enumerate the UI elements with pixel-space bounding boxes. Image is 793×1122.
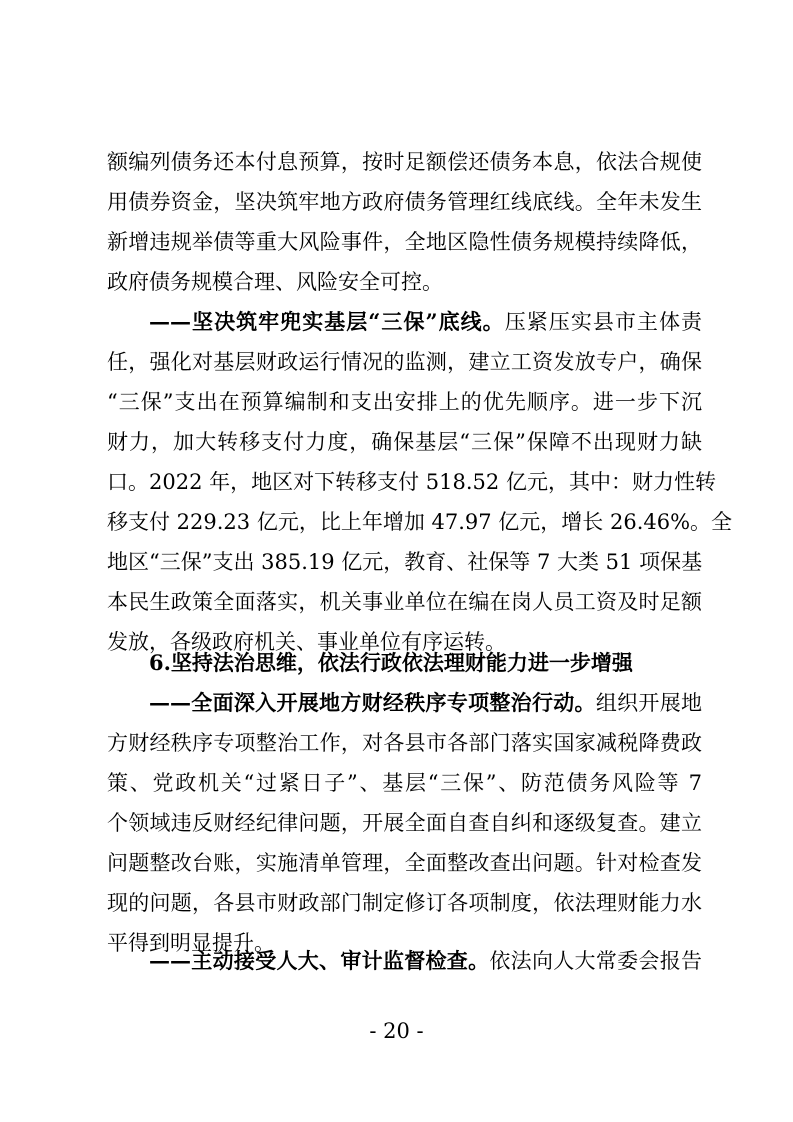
text-line: 用债券资金，坚决筑牢地方政府债务管理红线底线。全年未发生: [107, 190, 702, 214]
text-line: “三保”支出在预算编制和支出安排上的优先顺序。进一步下沉: [107, 390, 702, 414]
text-line: 策、党政机关“过紧日子”、基层“三保”、防范债务风险等 7: [107, 771, 702, 795]
text-line: 发放，各级政府机关、事业单位有序运转。: [107, 630, 506, 654]
text-line: 问题整改台账，实施清单管理，全面整改查出问题。针对检查发: [107, 851, 702, 875]
text-line: 现的问题，各县市财政部门制定修订各项制度，依法理财能力水: [107, 891, 702, 915]
paragraph-first-line: [149, 302, 702, 342]
page-number: - 20 -: [369, 1019, 424, 1043]
paragraph-heading: ——主动接受人大、审计监督检查。: [149, 948, 490, 973]
text-line: 本民生政策全面落实，机关事业单位在编在岗人员工资及时足额: [107, 590, 702, 614]
paragraph-lead-text: 压紧压实县市主体责: [504, 310, 702, 334]
text-line: 政府债务规模合理、风险安全可控。: [107, 270, 443, 294]
paragraph-lead-text: 组织开展地: [595, 691, 703, 715]
paragraph-heading: ——坚决筑牢兜实基层“三保”底线。: [149, 309, 505, 334]
paragraph-first-line: [149, 683, 702, 723]
text-line: 个领域违反财经纪律问题，开展全面自查自纠和逐级复查。建立: [107, 811, 702, 835]
section-heading: 6.坚持法治思维，依法行政依法理财能力进一步增强: [149, 650, 633, 675]
text-line: 新增违规举债等重大风险事件，全地区隐性债务规模持续降低，: [107, 230, 702, 254]
text-line: 口。2022 年，地区对下转移支付 518.52 亿元，其中：财力性转: [107, 470, 716, 494]
text-line: 任，强化对基层财政运行情况的监测，建立工资发放专户，确保: [107, 350, 702, 374]
paragraph-lead-text: 依法向人大常委会报告: [489, 949, 702, 973]
text-line: 额编列债务还本付息预算，按时足额偿还债务本息，依法合规使: [107, 150, 702, 174]
text-line: 地区“三保”支出 385.19 亿元，教育、社保等 7 大类 51 项保基: [107, 550, 703, 574]
text-line: 财力，加大转移支付力度，确保基层“三保”保障不出现财力缺: [107, 430, 702, 454]
paragraph-first-line: [149, 941, 702, 981]
paragraph-heading: ——全面深入开展地方财经秩序专项整治行动。: [149, 690, 596, 715]
text-line: 移支付 229.23 亿元，比上年增加 47.97 亿元，增长 26.46%。全: [107, 510, 733, 534]
text-line: 平得到明显提升。: [107, 931, 275, 955]
text-line: 方财经秩序专项整治工作，对各县市各部门落实国家减税降费政: [107, 731, 702, 755]
